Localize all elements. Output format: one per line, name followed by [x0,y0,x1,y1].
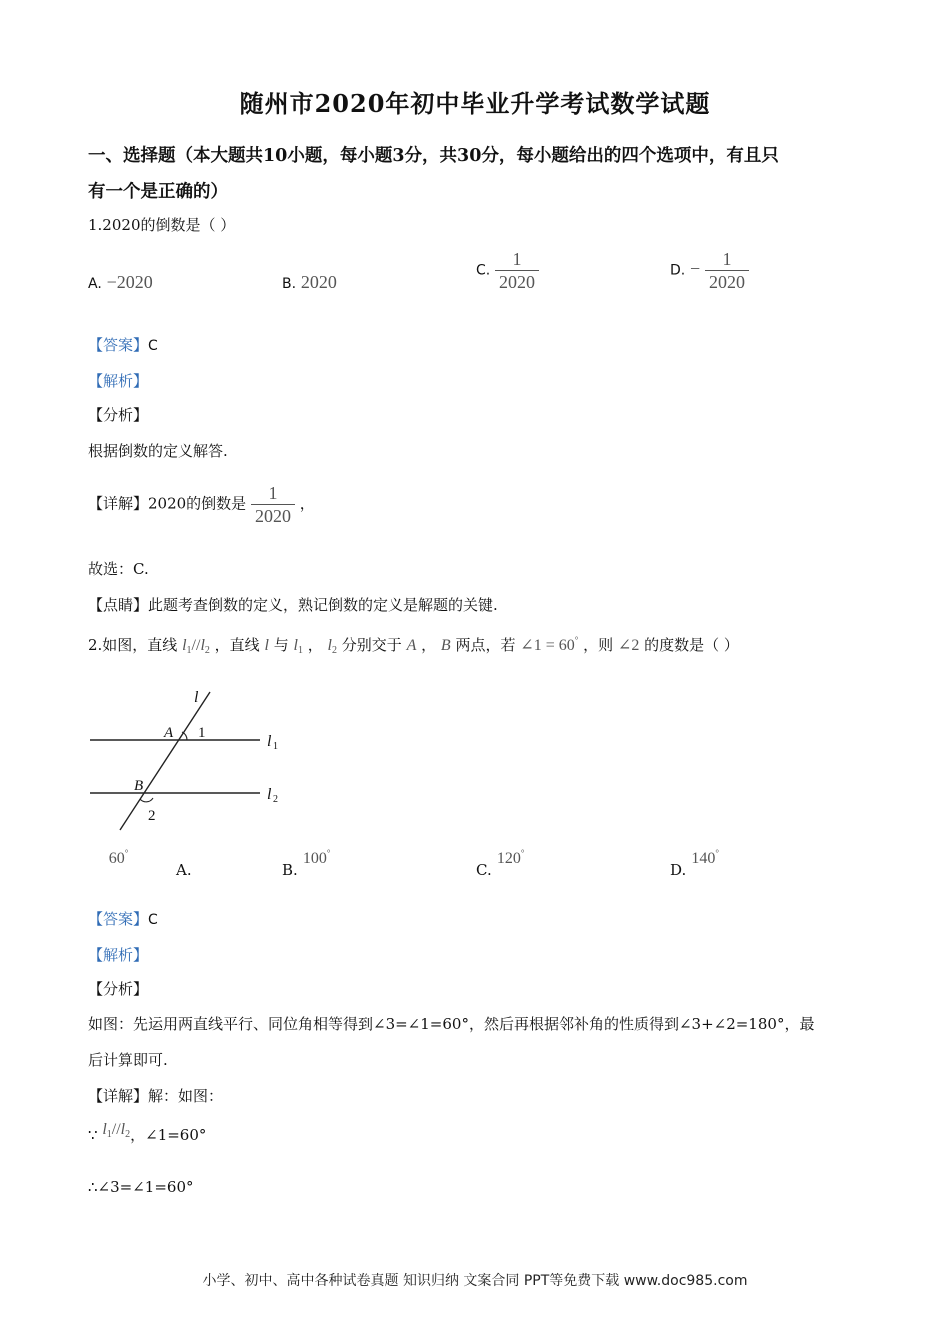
q2-therefore: ∴∠3=∠1=60° [88,1178,194,1196]
q1-option-c [476,248,539,293]
q2-because-l1: l [102,1121,107,1138]
q2-condition-text: ∠1 = 60 [520,637,575,654]
q2-condition-degree: ° [574,635,579,645]
q1-option-b [282,272,337,293]
q2-analysis-tag: 【解析】 [88,946,149,964]
q2-figure [86,686,296,836]
q1-option-b-value: 2020 [300,272,337,292]
q1-fenxi-text: 根据倒数的定义解答. [88,442,228,460]
q2-option-a-number: 60 [108,850,125,867]
q2-condition [520,637,578,654]
q2-stem-g: 两点，若 [455,636,516,654]
q2-l2-letter: l [200,637,205,654]
label-l2-sub: 2 [273,794,278,805]
label-l1-sub: 1 [273,741,278,752]
q2-answer-value: C [148,912,158,928]
q2-stem-a: 2.如图，直线 [88,636,178,654]
label-l: l [194,689,199,706]
q1-detail-numerator: 1 [268,483,278,503]
section-heading-line2: 有一个是正确的） [88,182,228,202]
q2-l1-sub: 1 [186,645,192,656]
q2-option-c-value [497,850,525,867]
q2-fenxi-line1: 如图：先运用两直线平行、同位角相等得到∠3=∠1=60°，然后再根据邻补角的性质得到∠3+∠2=180°，最 [88,1015,815,1033]
q2-l2b-letter: l [327,637,332,654]
q2-option-a-degree: ° [124,848,129,858]
q1-answer-tag: 【答案】 [88,336,149,354]
q1-option-c-label: C. [476,262,491,279]
q2-point-a: A [406,637,417,654]
q1-detail [88,482,315,527]
q1-choose: 故选：C. [88,560,149,578]
q1-analysis-tag: 【解析】 [88,372,149,390]
q2-option-a-label: A. [176,861,192,879]
q2-l1-b [294,637,303,654]
q1-comment: 【点睛】此题考查倒数的定义，熟记倒数的定义是解题的关键. [88,596,498,614]
q2-l2-sub: 2 [204,645,210,656]
q2-because-line [88,1121,207,1146]
q2-l2-b [328,637,337,654]
q2-because-l1-sub: 1 [106,1129,112,1140]
q2-option-c-number: 120 [496,850,521,867]
q1-option-d-fraction [705,248,749,293]
q2-answer [88,908,158,929]
q2-stem-h: ，则 [583,636,614,654]
q1-stem: 1.2020的倒数是（ ） [88,216,236,234]
q2-l2b-sub: 2 [331,645,337,656]
label-l2: l [267,786,272,803]
section-heading-line1: 一、选择题（本大题共10小题，每小题3分，共30分，每小题给出的四个选项中，有且只 [88,146,779,166]
q1-option-d-sign: − [690,258,701,279]
q1-detail-suffix: ， [299,494,315,513]
q1-detail-fraction [251,482,295,527]
q2-option-d-number: 140 [691,850,716,867]
q1-option-d [670,248,749,293]
q1-option-d-numerator: 1 [722,249,732,269]
q2-l1 [182,637,210,654]
q2-because-tail: ，∠1=60° [130,1126,207,1144]
q2-answer-tag: 【答案】 [88,910,149,928]
q2-option-c-degree: ° [520,848,525,858]
q1-answer [88,334,158,355]
page-title: 随州市2020年初中毕业升学考试数学试题 [239,89,711,118]
q1-option-c-fraction [495,248,539,293]
q2-because-symbol: ∵ [88,1126,98,1144]
q2-parallel-symbol: // [191,637,201,654]
q1-option-b-label: B. [282,276,297,292]
q2-option-b-number: 100 [302,850,327,867]
q2-l1-letter: l [182,637,187,654]
q1-detail-prefix: 【详解】2020的倒数是 [88,494,247,513]
q1-option-c-numerator: 1 [512,249,522,269]
q2-option-a-value [109,850,129,867]
line-l [120,692,210,830]
q1-option-d-label: D. [670,262,686,279]
q1-detail-denominator: 2020 [251,504,295,527]
q2-option-d-degree: ° [715,848,719,858]
q2-stem-d: ， [307,636,323,654]
q2-because-par: // [111,1121,121,1138]
q2-option-a [88,848,192,879]
q1-fenxi-tag: 【分析】 [88,406,149,424]
q2-because-parallel [102,1121,130,1138]
q2-option-d-value [691,850,719,867]
label-b: B [134,778,144,794]
q1-option-a-value: −2020 [106,272,153,292]
q2-angle-2: ∠2 [617,637,640,654]
q2-because-l2: l [120,1121,126,1138]
q2-fenxi-line2: 后计算即可. [88,1051,168,1069]
label-l1: l [267,733,272,750]
q2-option-d [670,848,719,879]
q2-option-b [282,848,331,879]
q2-l1b-letter: l [293,637,298,654]
q2-line-l: l [264,637,269,654]
q2-fenxi-tag: 【分析】 [88,980,149,998]
q2-stem-i: 的度数是（ ） [644,636,739,654]
page-footer: 小学、初中、高中各种试卷真题 知识归纳 文案合同 PPT等免费下载 www.doc985.com [202,1273,748,1289]
q2-point-b: B [440,637,451,654]
q1-option-a-label: A. [88,276,102,292]
q1-answer-value: C [148,338,158,354]
q1-option-a [88,272,153,293]
label-2: 2 [148,808,156,824]
q2-stem-f: ， [421,636,437,654]
q2-detail: 【详解】解：如图： [88,1087,224,1105]
q2-stem [88,634,739,656]
q2-option-c-label: C. [476,861,492,879]
q2-option-b-degree: ° [326,848,331,858]
q2-option-d-label: D. [670,861,687,879]
q2-because-l2-sub: 2 [125,1129,131,1140]
q1-option-d-denominator: 2020 [705,270,749,293]
q2-stem-e: 分别交于 [341,636,402,654]
q2-option-b-value [303,850,331,867]
q2-l1b-sub: 1 [297,645,303,656]
q2-stem-c: 与 [273,636,289,654]
label-1: 1 [198,725,206,741]
q2-option-c [476,848,525,879]
q1-option-c-denominator: 2020 [495,270,539,293]
q2-option-b-label: B. [282,861,298,879]
label-a: A [164,725,174,741]
q2-stem-b: ，直线 [214,636,260,654]
angle-2-arc [140,798,153,802]
